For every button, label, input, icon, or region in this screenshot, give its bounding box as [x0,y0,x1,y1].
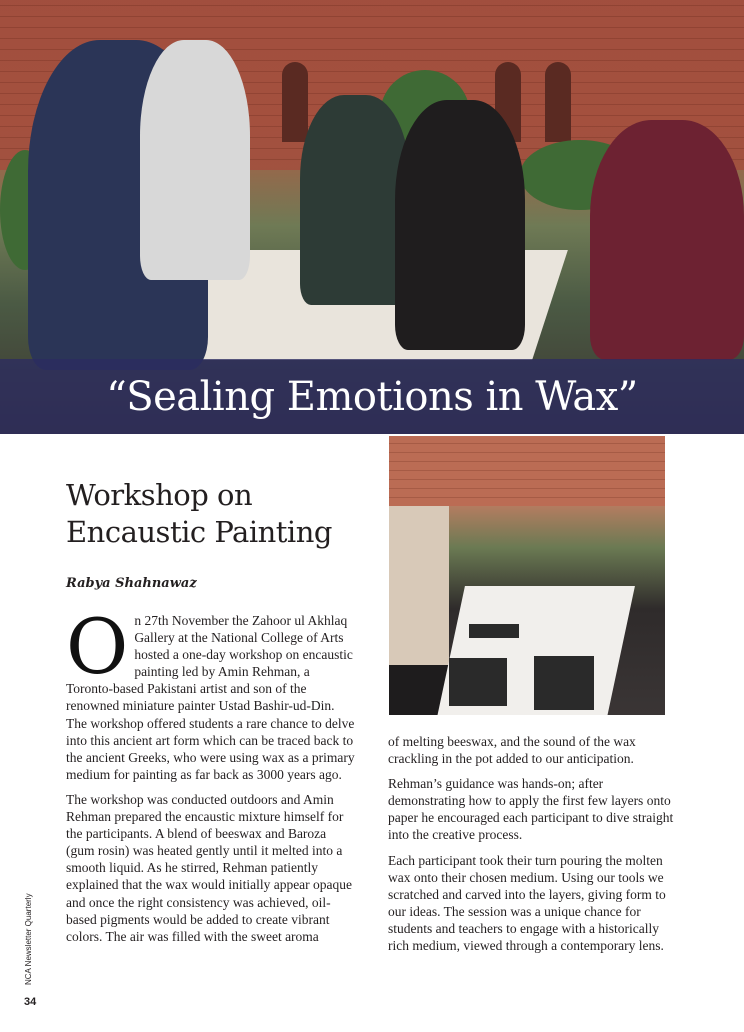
hero-person [395,100,525,350]
hero-person [300,95,410,305]
author-byline: Rabya Shahnawaz [66,576,197,591]
workshop-photo [389,436,665,715]
hero-person [590,120,744,360]
paragraph-2: The workshop was conducted outdoors and Amin Rehman prepared the encaustic mixture himself for the participants. A blend of beeswax and Baroza (gum rosin) was heated gently until it melted into a smooth liquid. As he stirred, Rehman patiently explained that the wax would initially appear opaque and once the right consistency was achieved, oil-based pigments would be added to create vibrant colors. The air was filled with the sweet aroma [66,791,353,944]
title-banner [0,359,744,434]
hero-photo [0,0,744,434]
hero-arch [282,62,308,142]
article-column-1 [66,602,356,953]
page-number: 34 [24,996,37,1008]
paragraph-1 [66,602,356,783]
hero-arch [545,62,571,142]
banner-title: “Sealing Emotions in Wax” [106,373,638,420]
paragraph-1-text: n 27th November the Zahoor ul Akhlaq Gallery at the National College of Arts hosted a one-day workshop on encaustic painting led by Amin Rehman, a Toronto-based Pakistani artist and son of the renowned miniature painter Ustad Bashir-ud-Din. The workshop offered students a rare chance to delve into this ancient art form which can be traced back to the ancient Greeks, who were using wax as a primary medium for painting as far back as 3000 years ago. [66,613,355,782]
headline-line-1: Workshop on [66,478,253,512]
wax-sheet [469,624,519,638]
wax-sheet [534,656,594,710]
drop-cap: O [66,602,129,691]
wax-sheet [449,658,507,706]
paragraph-2-continued: of melting beeswax, and the sound of the wax crackling in the pot added to our anticipation. [388,734,636,767]
hero-person [140,40,250,280]
publication-name: NCA Newsletter Quarterly [24,893,33,985]
article-column-2 [388,733,680,962]
paragraph-3: Rehman’s guidance was hands-on; after demonstrating how to apply the first few layers onto paper he encouraged each participant to dive straight into the creative process. [388,776,674,843]
paragraph-4: Each participant took their turn pouring the molten wax onto their chosen medium. Using our tools we scratched and carved into the layers, giving form to our ideas. The session was a unique chance for students and teachers to engage with a historically rich medium, viewed through a contemporary lens. [388,852,666,954]
headline-line-2: Encaustic Painting [66,515,332,549]
photo-brick-wall [389,436,665,506]
article-headline [66,477,366,551]
